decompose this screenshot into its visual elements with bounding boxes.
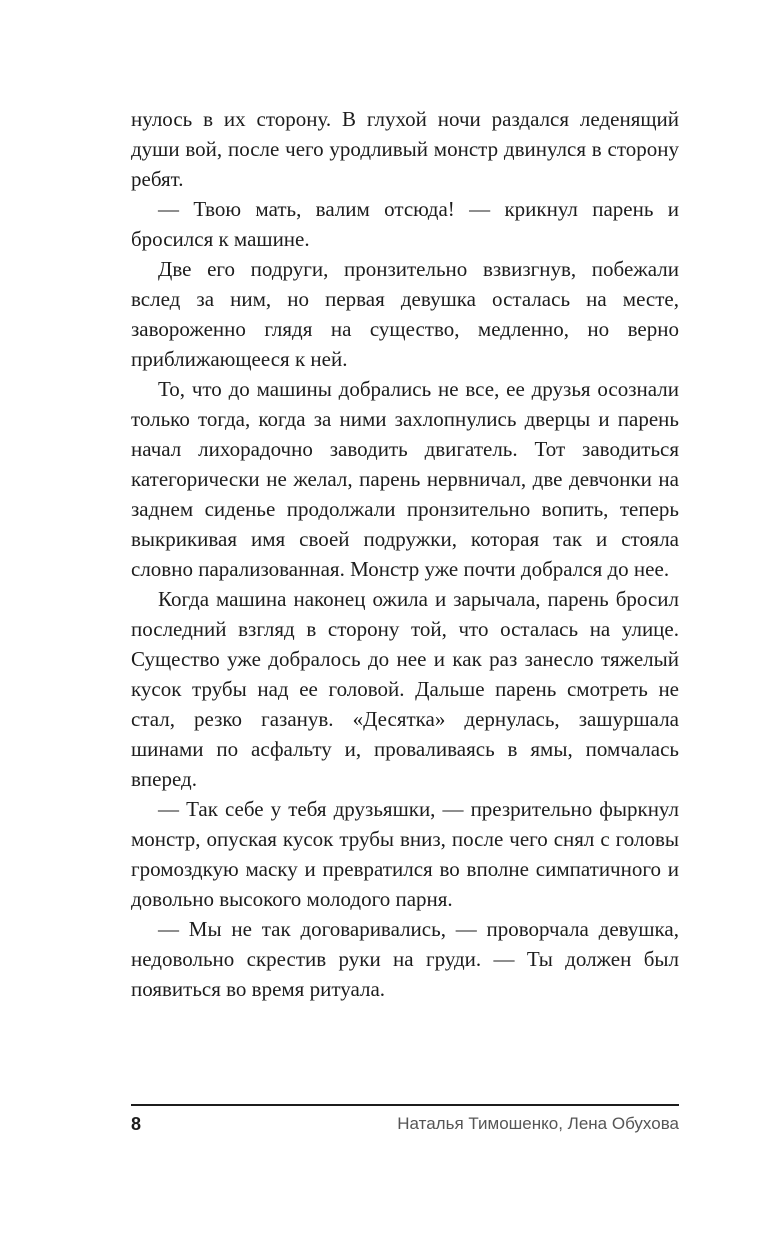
paragraph-7: — Мы не так договаривались, — проворчала девушка, недовольно скрестив руки на груди. — Ты должен был появиться во время ритуала. (131, 917, 679, 1001)
paragraph-4: То, что до машины добрались не все, ее друзья осознали только тогда, когда за ними захлопнулись дверцы и парень начал лихорадочно заводить двигатель. Тот заводиться категорически не желал, парень нервничал, две девчонки на заднем сиденье продолжали пронзительно вопить, теперь выкрикивая имя своей подружки, которая так и стояла словно парализованная. Монстр уже почти добрался до нее. (131, 377, 679, 581)
running-footer-authors: Наталья Тимошенко, Лена Обухова (397, 1114, 679, 1133)
paragraph-2: — Твою мать, валим отсюда! — крикнул парень и бросился к машине. (131, 197, 679, 251)
body-text (131, 104, 679, 1004)
footer-divider (131, 1104, 679, 1106)
paragraph-3: Две его подруги, пронзительно взвизгнув, побежали вслед за ним, но первая девушка осталась на месте, завороженно глядя на существо, медленно, но верно приближающееся к ней. (131, 257, 679, 371)
paragraph-1: нулось в их сторону. В глухой ночи раздался леденящий души вой, после чего уродливый монстр двинулся в сторону ребят. (131, 107, 679, 191)
paragraph-6: — Так себе у тебя друзьяшки, — презрительно фыркнул монстр, опуская кусок трубы вниз, после чего снял с головы громоздкую маску и превратился во вполне симпатичного и довольно высокого молодого парня. (131, 797, 679, 911)
page-number: 8 (131, 1114, 142, 1134)
paragraph-5: Когда машина наконец ожила и зарычала, парень бросил последний взгляд в сторону той, что осталась на улице. Существо уже добралось до нее и как раз занесло тяжелый кусок трубы над ее головой. Дальше парень смотреть не стал, резко газанув. «Десятка» дернулась, зашуршала шинами по асфальту и, проваливаясь в ямы, помчалась вперед. (131, 587, 679, 791)
